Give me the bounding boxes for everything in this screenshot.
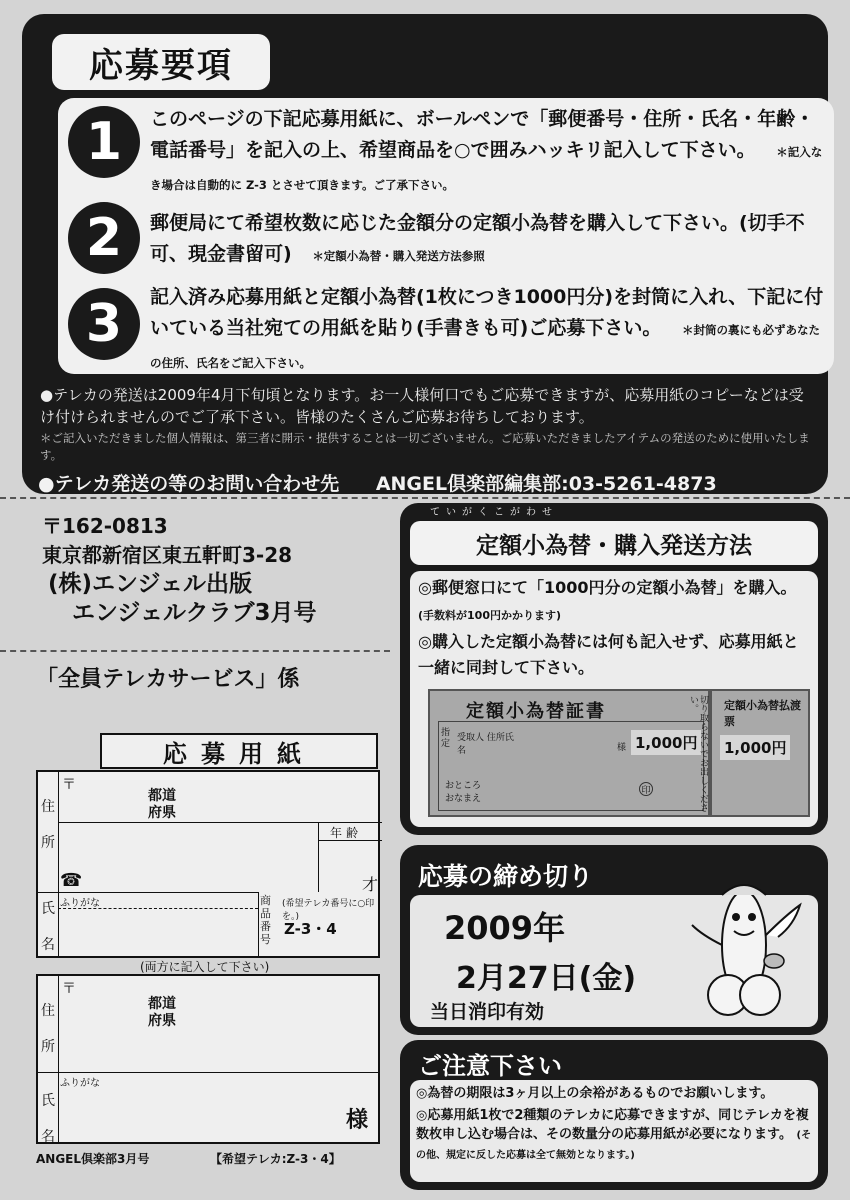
- ticket-seal: 印: [639, 782, 653, 796]
- notice-item-2: ◎応募用紙1枚で2種類のテレカに応募できますが、同じテレカを複数枚申し込む場合は、その数量分の応募用紙が必要になります。: [416, 1108, 809, 1142]
- product-note: (希望テレカ番号に○印を。): [282, 899, 375, 922]
- shipping-info: ●テレカの発送は2009年4月下旬頃となります。お一人様何口でもご応募できますが、応募用紙のコピーなどは受け付けられませんのでご了承下さい。皆様のたくさんご応募お待ちしております。: [40, 386, 804, 426]
- phone-icon: ☎: [60, 870, 83, 891]
- cut-line-left: [0, 650, 390, 652]
- ticket-inner: [438, 721, 704, 811]
- ticket-recipient: 受取人 住所氏名: [457, 733, 514, 756]
- method-title: 定額小為替・購入発送方法: [410, 521, 818, 565]
- step-2-text: 郵便局にて希望枚数に応じた金額分の定額小為替を購入して下さい。(切手不可、現金書留可): [150, 212, 805, 265]
- deadline-year: 2009年: [444, 909, 566, 947]
- step-1-text: このページの下記応募用紙に、ボールペンで「郵便番号・住所・氏名・年齢・電話番号」を記入の上、希望商品を○で囲みハッキリ記入して下さい。: [150, 108, 815, 161]
- step-3-number: 3: [68, 288, 140, 360]
- deadline-body: [410, 895, 818, 1027]
- notice-panel: [400, 1040, 828, 1190]
- step-3-note: ＊封筒の裏にも必ずあなたの住所、氏名をご記入下さい。: [150, 323, 820, 370]
- form-footer-card: 【希望テレカ:Z-3・4】: [210, 1152, 341, 1166]
- requirements-title: 応募要項: [52, 34, 270, 90]
- notice-item-2-note: (その他、規定に反した応募は全て無効となります。): [416, 1130, 812, 1161]
- method-furigana: ていがくこがわせ: [430, 507, 558, 518]
- ticket-designated: 指定: [441, 728, 451, 749]
- step-1-number: 1: [68, 106, 140, 178]
- address-label-1: 住 所: [41, 799, 55, 851]
- mailing-address: [42, 512, 317, 628]
- step-2-number: 2: [68, 202, 140, 274]
- mascot-illustration: [682, 875, 812, 1025]
- postmark-valid-note: 当日消印有効: [430, 1001, 545, 1023]
- furigana-label-1: ふりがな: [60, 898, 100, 909]
- age-unit: 才: [362, 875, 379, 894]
- ticket-side-note: 切り取らないでお出しください。: [688, 695, 708, 812]
- form-footer-issue: ANGEL倶楽部3月号: [36, 1152, 150, 1166]
- postal-order-stub: [688, 689, 810, 817]
- name-top-rule: [38, 892, 258, 893]
- ticket-stub-amount: 1,000円: [720, 735, 790, 760]
- step-2-note: ＊定額小為替・購入発送方法参照: [312, 249, 485, 263]
- name-top-rule-2: [38, 1072, 380, 1073]
- ticket-amount: 1,000円: [631, 730, 701, 755]
- deadline-date: 2月27日(金): [456, 961, 637, 996]
- prefecture-label-2: 都道 府県: [148, 996, 176, 1029]
- notice-title: ご注意下さい: [418, 1051, 562, 1080]
- step-1-note: ＊記入なき場合は自動的に Z-3 とさせて頂きます。ご了承下さい。: [150, 145, 823, 192]
- steps-box: [58, 98, 834, 374]
- label-column-rule-2: [58, 976, 59, 1144]
- furigana-rule: [58, 908, 258, 909]
- honorific-sama: 様: [345, 1108, 368, 1133]
- ticket-stub-title: 定額小為替払渡票: [724, 699, 801, 728]
- deadline-panel: [400, 845, 828, 1035]
- age-top-rule: [318, 822, 382, 823]
- method-body: [410, 571, 818, 827]
- contact-line: [38, 469, 717, 496]
- step-3-text: 記入済み応募用紙と定額小為替(1枚につき1000円分)を封筒に入れ、下記に付いている当社宛ての用紙を貼り(手書きも可)ご応募下さい。: [150, 286, 824, 339]
- age-divider: [318, 822, 319, 892]
- contact-phone: ANGEL倶楽部編集部:03-5261-4873: [375, 473, 717, 495]
- furigana-label-2: ふりがな: [60, 1078, 100, 1089]
- deadline-title: 応募の締め切り: [418, 862, 594, 891]
- product-label: 商 品 番 号: [260, 894, 271, 946]
- method-panel: [400, 503, 828, 835]
- contact-label: ●テレカ発送の等のお問い合わせ先: [38, 473, 340, 495]
- age-sub-rule: [318, 840, 382, 841]
- application-form-1: [36, 770, 380, 958]
- address-label-2: 住 所: [41, 1003, 55, 1055]
- age-label: 年齢: [330, 826, 363, 840]
- method-item-1-note: (手数料が100円かかります): [418, 609, 562, 622]
- notice-item-1: ◎為替の期限は3ヶ月以上の余裕があるものでお願いします。: [416, 1086, 774, 1101]
- address-line-2: (株)エンジェル出版: [48, 571, 252, 597]
- fill-both-note: (両方に記入して下さい): [140, 960, 270, 974]
- method-item-1: ◎郵便窓口にて「1000円分の定額小為替」を購入。: [418, 578, 797, 597]
- method-item-2: ◎購入した定額小為替には何も記入せず、応募用紙と一緒に同封して下さい。: [418, 632, 799, 677]
- ticket-title: 定額小為替証書: [466, 701, 606, 722]
- address-line-3: エンジェルクラブ3月号: [72, 600, 317, 626]
- postal-mark: 〒: [62, 777, 76, 793]
- name-label-2: 氏 名: [41, 1093, 55, 1145]
- ticket-address-name: おところ おなまえ: [445, 781, 482, 804]
- application-form-2: [36, 974, 380, 1144]
- requirements-panel: [22, 14, 828, 494]
- postal-code: 〒162-0813: [42, 514, 168, 538]
- product-divider: [258, 892, 259, 958]
- name-label-1: 氏 名: [41, 901, 55, 953]
- label-column-rule: [58, 772, 59, 958]
- prefecture-label: 都道 府県: [148, 788, 176, 821]
- product-value: Z-3・4: [284, 920, 337, 938]
- postal-order-image: [428, 689, 710, 817]
- notice-body: [410, 1080, 818, 1182]
- postal-mark-2: 〒: [62, 981, 76, 997]
- cut-line: [0, 497, 850, 499]
- form-title: 応募用紙: [100, 733, 378, 769]
- privacy-note: ＊ご記入いただきました個人情報は、第三者に開示・提供することは一切ございません。ご応募いただきましたアイテムの発送のために使用いたします。: [40, 431, 810, 462]
- address-rule: [58, 822, 318, 823]
- service-attention: 「全員テレカサービス」係: [36, 667, 300, 692]
- ticket-sama: 様: [617, 743, 627, 753]
- address-line-1: 東京都新宿区東五軒町3-28: [42, 543, 293, 567]
